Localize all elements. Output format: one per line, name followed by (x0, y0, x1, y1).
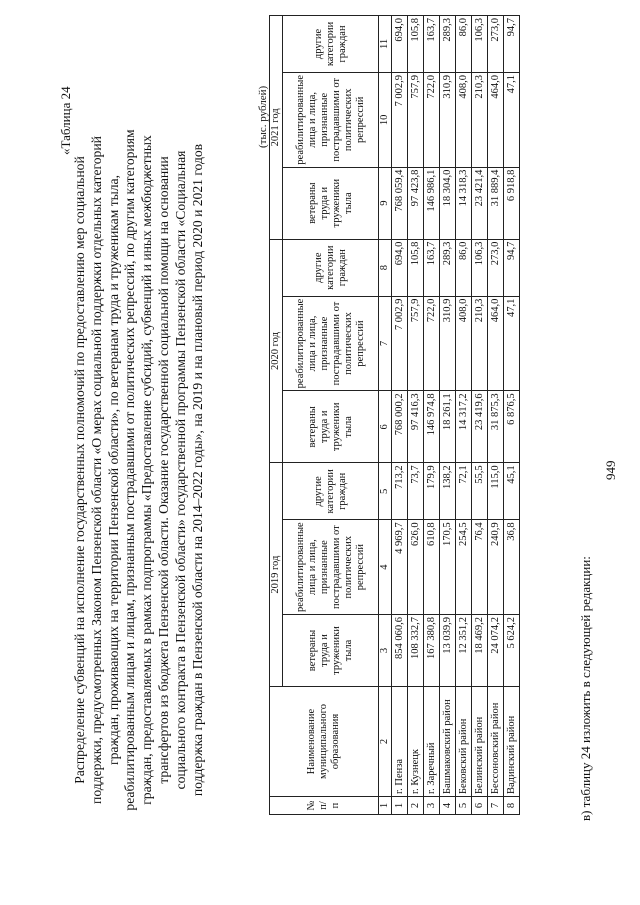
rehabilitated-2019: 36,8 (504, 520, 520, 615)
municipality-name: г. Кузнецк (408, 687, 424, 797)
row-number: 2 (408, 797, 424, 815)
row-number: 5 (456, 797, 472, 815)
other-2019: 55,5 (472, 463, 488, 520)
header-rehabilitated: реабилитированные лица и лица, признанные пострадавшими от политических репрессий (283, 520, 379, 615)
veterans-2020: 23 419,6 (472, 391, 488, 463)
other-2019: 179,9 (424, 463, 440, 520)
rehabilitated-2019: 170,5 (440, 520, 456, 615)
municipality-name: Бековский район (456, 687, 472, 797)
rehabilitated-2019: 240,9 (488, 520, 504, 615)
rehabilitated-2020: 464,0 (488, 296, 504, 391)
other-2020: 273,0 (488, 239, 504, 296)
header-year-2021: 2021 год (270, 15, 283, 239)
municipality-name: г. Пенза (392, 687, 408, 797)
veterans-2019: 12 351,2 (456, 615, 472, 687)
column-number: 7 (379, 296, 392, 391)
other-2021: 289,3 (440, 15, 456, 72)
rehabilitated-2020: 47,1 (504, 296, 520, 391)
other-2020: 694,0 (392, 239, 408, 296)
other-2019: 73,7 (408, 463, 424, 520)
veterans-2021: 97 423,8 (408, 167, 424, 239)
veterans-2019: 24 074,2 (488, 615, 504, 687)
veterans-2019: 167 380,8 (424, 615, 440, 687)
other-2019: 72,1 (456, 463, 472, 520)
table-row (488, 15, 504, 814)
municipality-name: Белинский район (472, 687, 488, 797)
header-year-2019: 2019 год (270, 463, 283, 687)
veterans-2020: 97 416,3 (408, 391, 424, 463)
veterans-2020: 146 974,8 (424, 391, 440, 463)
column-number: 2 (379, 687, 392, 797)
municipality-name: Башмаковский район (440, 687, 456, 797)
other-2021: 106,3 (472, 15, 488, 72)
header-other: другие категории граждан (283, 15, 379, 72)
row-number: 4 (440, 797, 456, 815)
column-number-row (379, 15, 392, 814)
municipality-name: Вадинский район (504, 687, 520, 797)
municipality-name: Бессоновский район (488, 687, 504, 797)
veterans-2019: 18 469,2 (472, 615, 488, 687)
veterans-2021: 146 986,1 (424, 167, 440, 239)
veterans-2019: 13 039,9 (440, 615, 456, 687)
column-number: 10 (379, 72, 392, 167)
rehabilitated-2021: 7 002,9 (392, 72, 408, 167)
veterans-2019: 854 060,6 (392, 615, 408, 687)
other-2020: 94,7 (504, 239, 520, 296)
rehabilitated-2019: 254,5 (456, 520, 472, 615)
veterans-2021: 14 318,3 (456, 167, 472, 239)
other-2021: 86,0 (456, 15, 472, 72)
table-row (424, 15, 440, 814)
rehabilitated-2020: 310,9 (440, 296, 456, 391)
header-municipality: Наименование муниципального образования (270, 687, 379, 797)
header-year-2020: 2020 год (270, 239, 283, 463)
rehabilitated-2021: 47,1 (504, 72, 520, 167)
veterans-2021: 23 421,4 (472, 167, 488, 239)
subvention-table (269, 15, 520, 815)
column-number: 4 (379, 520, 392, 615)
rehabilitated-2021: 408,0 (456, 72, 472, 167)
veterans-2021: 768 059,4 (392, 167, 408, 239)
row-number: 1 (392, 797, 408, 815)
table-row (408, 15, 424, 814)
other-2020: 163,7 (424, 239, 440, 296)
intro-text: в) таблицу 24 изложить в следующей редакции: (578, 556, 593, 821)
column-number: 6 (379, 391, 392, 463)
row-number: 7 (488, 797, 504, 815)
header-rehabilitated: реабилитированные лица и лица, признанные пострадавшими от политических репрессий (283, 296, 379, 391)
row-number: 8 (504, 797, 520, 815)
veterans-2020: 14 317,2 (456, 391, 472, 463)
column-number: 9 (379, 167, 392, 239)
other-2019: 138,2 (440, 463, 456, 520)
header-rehabilitated: реабилитированные лица и лица, признанные пострадавшими от политических репрессий (283, 72, 379, 167)
header-veterans: ветераны труда и труженики тыла (283, 167, 379, 239)
rehabilitated-2021: 210,3 (472, 72, 488, 167)
header-veterans: ветераны труда и труженики тыла (283, 615, 379, 687)
rehabilitated-2021: 464,0 (488, 72, 504, 167)
header-other: другие категории граждан (283, 463, 379, 520)
veterans-2020: 6 876,5 (504, 391, 520, 463)
page-number: 949 (603, 460, 618, 480)
rehabilitated-2019: 626,0 (408, 520, 424, 615)
column-number: 1 (379, 797, 392, 815)
rehabilitated-2019: 76,4 (472, 520, 488, 615)
header-no: № п/п (270, 797, 379, 815)
table-row (456, 15, 472, 814)
header-veterans: ветераны труда и труженики тыла (283, 391, 379, 463)
table-row (440, 15, 456, 814)
rehabilitated-2019: 4 969,7 (392, 520, 408, 615)
column-number: 3 (379, 615, 392, 687)
other-2020: 105,8 (408, 239, 424, 296)
rehabilitated-2020: 408,0 (456, 296, 472, 391)
row-number: 6 (472, 797, 488, 815)
veterans-2021: 6 918,8 (504, 167, 520, 239)
veterans-2019: 5 624,2 (504, 615, 520, 687)
rehabilitated-2020: 722,0 (424, 296, 440, 391)
veterans-2020: 768 000,2 (392, 391, 408, 463)
other-2020: 86,0 (456, 239, 472, 296)
table-reference: «Таблица 24 (58, 86, 73, 155)
header-other: другие категории граждан (283, 239, 379, 296)
units-label: (тыс. рублей) (257, 85, 269, 148)
rehabilitated-2020: 7 002,9 (392, 296, 408, 391)
other-2020: 106,3 (472, 239, 488, 296)
rehabilitated-2020: 757,9 (408, 296, 424, 391)
table-title: Распределение субвенций на исполнение государственных полномочий по предоставлению мер социальной поддержки, предусмотренных Законом Пензенской области «О мерах социальной поддержки отдельных категорий граждан, проживающих на территории Пензенской области», по ветеранам труда и труженикам тыла, реабилитированным лицам и лицам, признанным пострадавшими от политических репрессий, по другим категориям граждан, предоставляемых в рамках подпрограммы «Предоставление субсидий, субвенций и иных межбюджетных трансфертов из бюджета Пензенской области. Оказание государственной социальной помощи на основании социального контракта в Пензенской области» государственной программы Пензенской области «Социальная поддержка граждан в Пензенской области на 2014–2022 годы», на 2019 и на плановый период 2020 и 2021 годов (72, 129, 205, 811)
veterans-2019: 108 332,7 (408, 615, 424, 687)
rehabilitated-2020: 210,3 (472, 296, 488, 391)
rehabilitated-2021: 757,9 (408, 72, 424, 167)
other-2021: 694,0 (392, 15, 408, 72)
other-2020: 289,3 (440, 239, 456, 296)
column-number: 8 (379, 239, 392, 296)
veterans-2020: 31 875,3 (488, 391, 504, 463)
table-row (472, 15, 488, 814)
row-number: 3 (424, 797, 440, 815)
rehabilitated-2021: 310,9 (440, 72, 456, 167)
other-2021: 105,8 (408, 15, 424, 72)
other-2019: 115,0 (488, 463, 504, 520)
rehabilitated-2019: 610,8 (424, 520, 440, 615)
other-2021: 94,7 (504, 15, 520, 72)
table-row (392, 15, 408, 814)
veterans-2021: 18 304,0 (440, 167, 456, 239)
other-2019: 45,1 (504, 463, 520, 520)
municipality-name: г. Заречный (424, 687, 440, 797)
veterans-2020: 18 261,1 (440, 391, 456, 463)
rehabilitated-2021: 722,0 (424, 72, 440, 167)
other-2019: 713,2 (392, 463, 408, 520)
other-2021: 273,0 (488, 15, 504, 72)
column-number: 11 (379, 15, 392, 72)
table-row (504, 15, 520, 814)
other-2021: 163,7 (424, 15, 440, 72)
column-number: 5 (379, 463, 392, 520)
veterans-2021: 31 889,4 (488, 167, 504, 239)
